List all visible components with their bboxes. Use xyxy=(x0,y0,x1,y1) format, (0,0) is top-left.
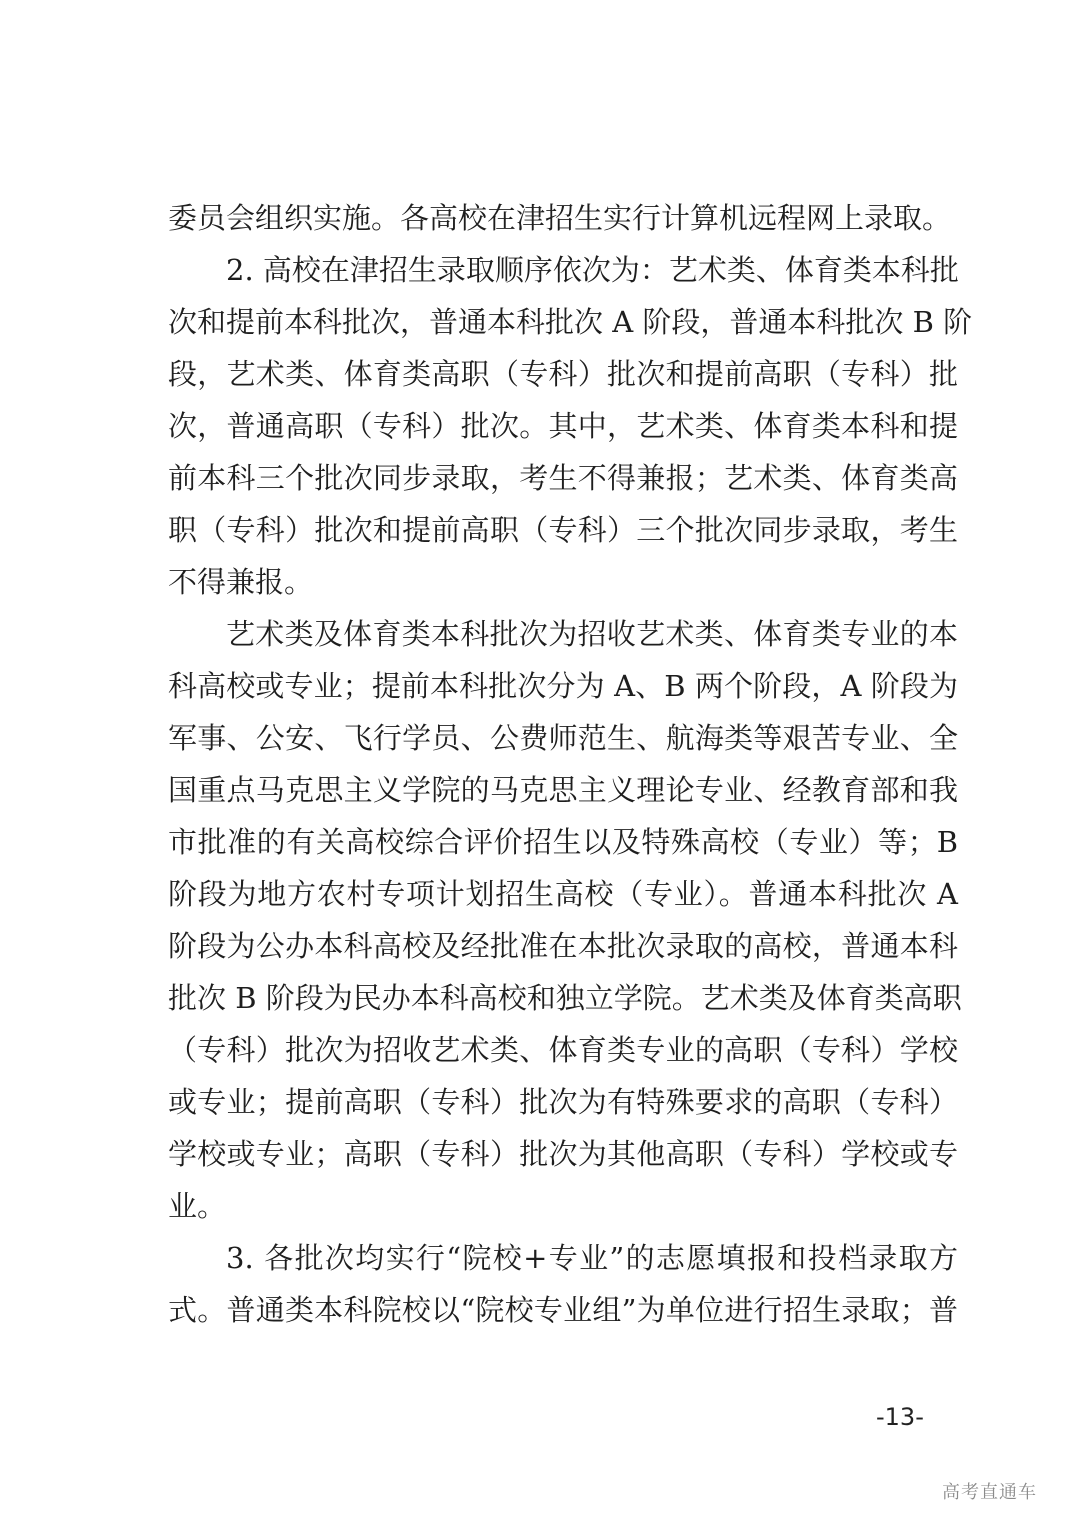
source-watermark: 高考直通车 xyxy=(942,1482,1037,1503)
text-line: 阶段为地方农村专项计划招生高校（专业）。普通本科批次 A xyxy=(168,877,958,911)
text-line: 职（专科）批次和提前高职（专科）三个批次同步录取，考生 xyxy=(168,513,958,547)
text-line: 国重点马克思主义学院的马克思主义理论专业、经教育部和我 xyxy=(168,773,958,807)
text-line: 段，艺术类、体育类高职（专科）批次和提前高职（专科）批 xyxy=(168,357,958,391)
text-line: 或专业；提前高职（专科）批次为有特殊要求的高职（专科） xyxy=(168,1085,958,1119)
text-line: 不得兼报。 xyxy=(168,565,314,599)
text-line: 军事、公安、飞行学员、公费师范生、航海类等艰苦专业、全 xyxy=(168,721,958,755)
text-line: 阶段为公办本科高校及经批准在本批次录取的高校，普通本科 xyxy=(168,929,958,963)
text-line: 批次 B 阶段为民办本科高校和独立学院。艺术类及体育类高职 xyxy=(168,981,962,1015)
text-line: 式。普通类本科院校以“院校专业组”为单位进行招生录取；普 xyxy=(168,1293,958,1327)
document-body xyxy=(168,192,973,1336)
text-line: 3. 各批次均实行“院校+专业”的志愿填报和投档录取方 xyxy=(226,1241,958,1275)
text-line: 2. 高校在津招生录取顺序依次为：艺术类、体育类本科批 xyxy=(226,253,959,287)
text-line: 前本科三个批次同步录取，考生不得兼报；艺术类、体育类高 xyxy=(168,461,958,495)
text-line: 艺术类及体育类本科批次为招收艺术类、体育类专业的本 xyxy=(226,617,958,651)
page-number: -13- xyxy=(876,1403,924,1431)
text-line: 科高校或专业；提前本科批次分为 A、B 两个阶段，A 阶段为 xyxy=(168,669,958,703)
text-line: 市批准的有关高校综合评价招生以及特殊高校（专业）等；B xyxy=(168,825,958,859)
text-line: 委员会组织实施。各高校在津招生实行计算机远程网上录取。 xyxy=(168,201,952,235)
text-line: 次和提前本科批次，普通本科批次 A 阶段，普通本科批次 B 阶 xyxy=(168,305,973,339)
text-line: 次，普通高职（专科）批次。其中，艺术类、体育类本科和提 xyxy=(168,409,958,443)
text-line: 学校或专业；高职（专科）批次为其他高职（专科）学校或专 xyxy=(168,1137,958,1171)
text-line: 业。 xyxy=(168,1189,227,1223)
text-line: （专科）批次为招收艺术类、体育类专业的高职（专科）学校 xyxy=(168,1033,958,1067)
